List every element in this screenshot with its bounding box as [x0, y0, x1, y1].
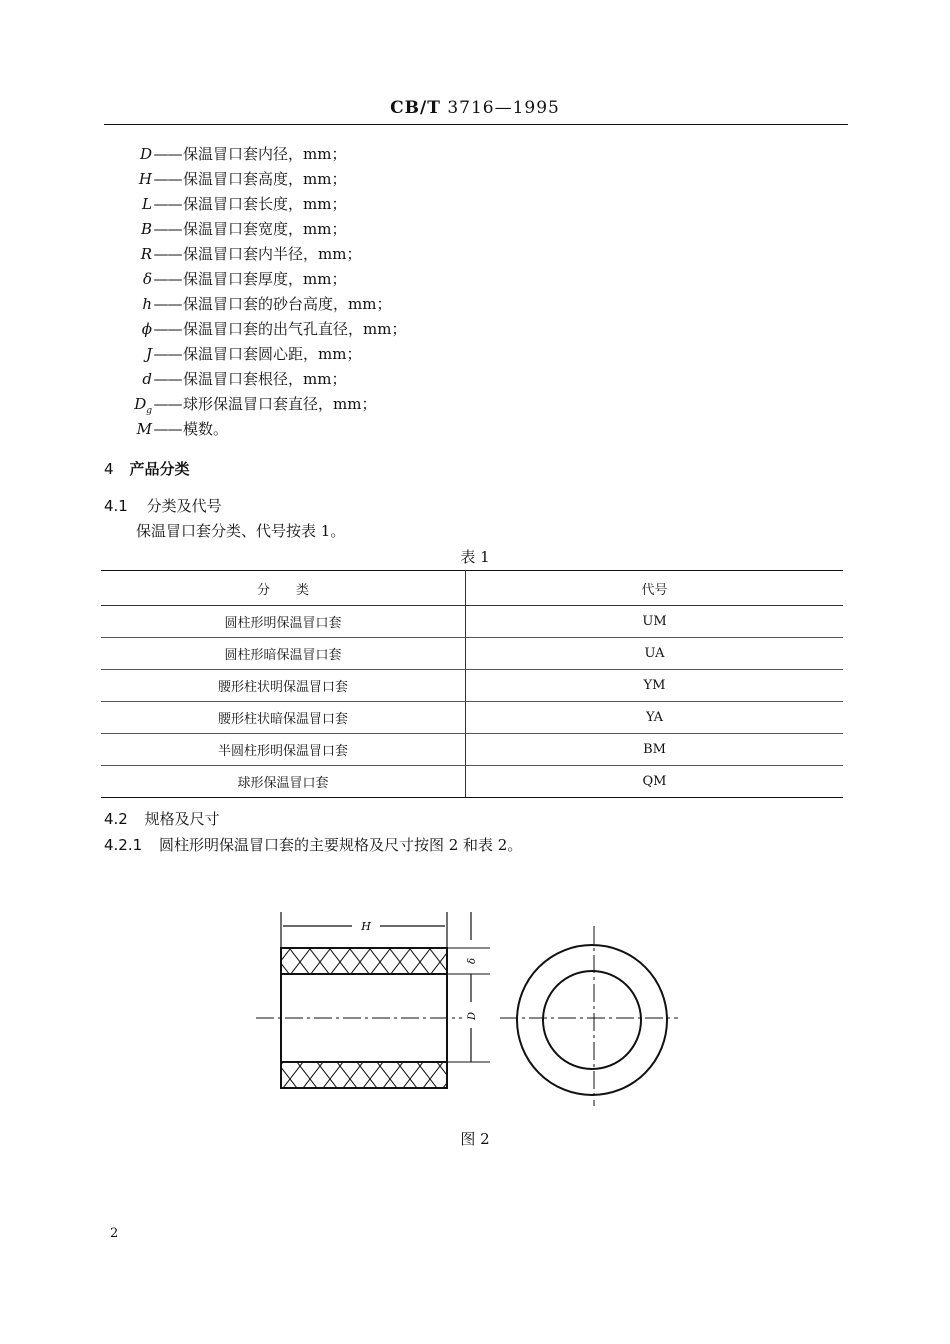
definition-text: 保温冒口套内径，mm；: [183, 145, 347, 163]
section-4-number: 4: [104, 460, 114, 478]
table-1-caption: 表 1: [460, 548, 490, 566]
section-4-1-title: 分类及代号: [146, 497, 222, 515]
inner-circle: [543, 971, 641, 1069]
definition-dash: ——: [153, 245, 182, 263]
definition-symbol: J: [145, 345, 152, 363]
definition-symbol: h: [142, 295, 152, 313]
figure-2-caption: 图 2: [460, 1130, 490, 1148]
definition-dash: ——: [153, 295, 182, 313]
section-4-title: 产品分类: [129, 460, 190, 478]
section-4-2-1-number: 4.2.1: [104, 836, 143, 854]
section-4-1-number: 4.1: [104, 497, 128, 515]
d-dimension-label: D: [467, 1011, 478, 1021]
definition-text: 保温冒口套长度，mm；: [183, 195, 347, 213]
definition-text: 保温冒口套厚度，mm；: [183, 270, 347, 288]
definition-text: 保温冒口套圆心距，mm；: [183, 345, 362, 363]
definition-text: 保温冒口套的出气孔直径，mm；: [183, 320, 407, 338]
definition-text: 保温冒口套的砂台高度，mm；: [183, 295, 392, 313]
table-cell-code: UM: [466, 606, 844, 638]
definition-symbol: $D_g$: [134, 395, 152, 416]
definition-dash: ——: [153, 145, 182, 163]
definition-dash: ——: [153, 395, 182, 413]
table-cell-code: QM: [466, 766, 844, 798]
definition-text: 模数。: [183, 420, 229, 438]
section-4-2-1-body: 圆柱形明保温冒口套的主要规格及尺寸按图 2 和表 2。: [158, 836, 523, 854]
table-cell-code: YM: [466, 670, 844, 702]
definition-dash: ——: [153, 345, 182, 363]
bottom-wall-hatch: [281, 1062, 447, 1088]
top-wall-hatch: [281, 948, 447, 974]
table-cell-category: 圆柱形明保温冒口套: [101, 606, 466, 638]
definition-symbol: R: [140, 245, 152, 263]
table-cell-code: BM: [466, 734, 844, 766]
section-4-1-body: 保温冒口套分类、代号按表 1。: [136, 522, 346, 540]
definition-symbol: d: [142, 370, 152, 388]
definition-symbol-subscript: g: [146, 406, 152, 416]
definition-symbol: δ: [142, 270, 152, 288]
definition-symbol: D: [139, 145, 152, 163]
definition-dash: ——: [153, 370, 182, 388]
definition-text: 保温冒口套高度，mm；: [183, 170, 347, 188]
page-number: 2: [110, 1226, 119, 1241]
definition-text: 球形保温冒口套直径，mm；: [183, 395, 377, 413]
definition-text: 保温冒口套根径，mm；: [183, 370, 347, 388]
definition-dash: ——: [153, 170, 182, 188]
section-4-2-number: 4.2: [104, 810, 128, 828]
definition-dash: ——: [153, 195, 182, 213]
definition-symbol: M: [136, 420, 152, 438]
table-cell-code: UA: [466, 638, 844, 670]
standard-code: CB/T: [390, 98, 441, 118]
table-cell-code: YA: [466, 702, 844, 734]
definition-symbol: ϕ: [141, 320, 152, 338]
standard-number: 3716—1995: [447, 98, 560, 118]
h-dimension-label: H: [361, 920, 371, 933]
definition-text: 保温冒口套内半径，mm；: [183, 245, 362, 263]
outer-circle: [517, 945, 667, 1095]
definition-symbol: L: [142, 195, 152, 213]
definition-symbol: H: [138, 170, 152, 188]
definition-dash: ——: [153, 420, 182, 438]
table-cell-category: 球形保温冒口套: [101, 766, 466, 798]
table-header-category: 分 类: [101, 571, 466, 606]
definition-text: 保温冒口套宽度，mm；: [183, 220, 347, 238]
section-4-2-title: 规格及尺寸: [144, 810, 220, 828]
definition-symbol: B: [140, 220, 152, 238]
table-cell-category: 半圆柱形明保温冒口套: [101, 734, 466, 766]
definition-dash: ——: [153, 220, 182, 238]
definition-dash: ——: [153, 270, 182, 288]
definition-dash: ——: [153, 320, 182, 338]
delta-dimension-label: δ: [467, 957, 478, 965]
table-header-code: 代号: [466, 571, 844, 606]
table-cell-category: 圆柱形暗保温冒口套: [101, 638, 466, 670]
table-cell-category: 腰形柱状明保温冒口套: [101, 670, 466, 702]
table-cell-category: 腰形柱状暗保温冒口套: [101, 702, 466, 734]
